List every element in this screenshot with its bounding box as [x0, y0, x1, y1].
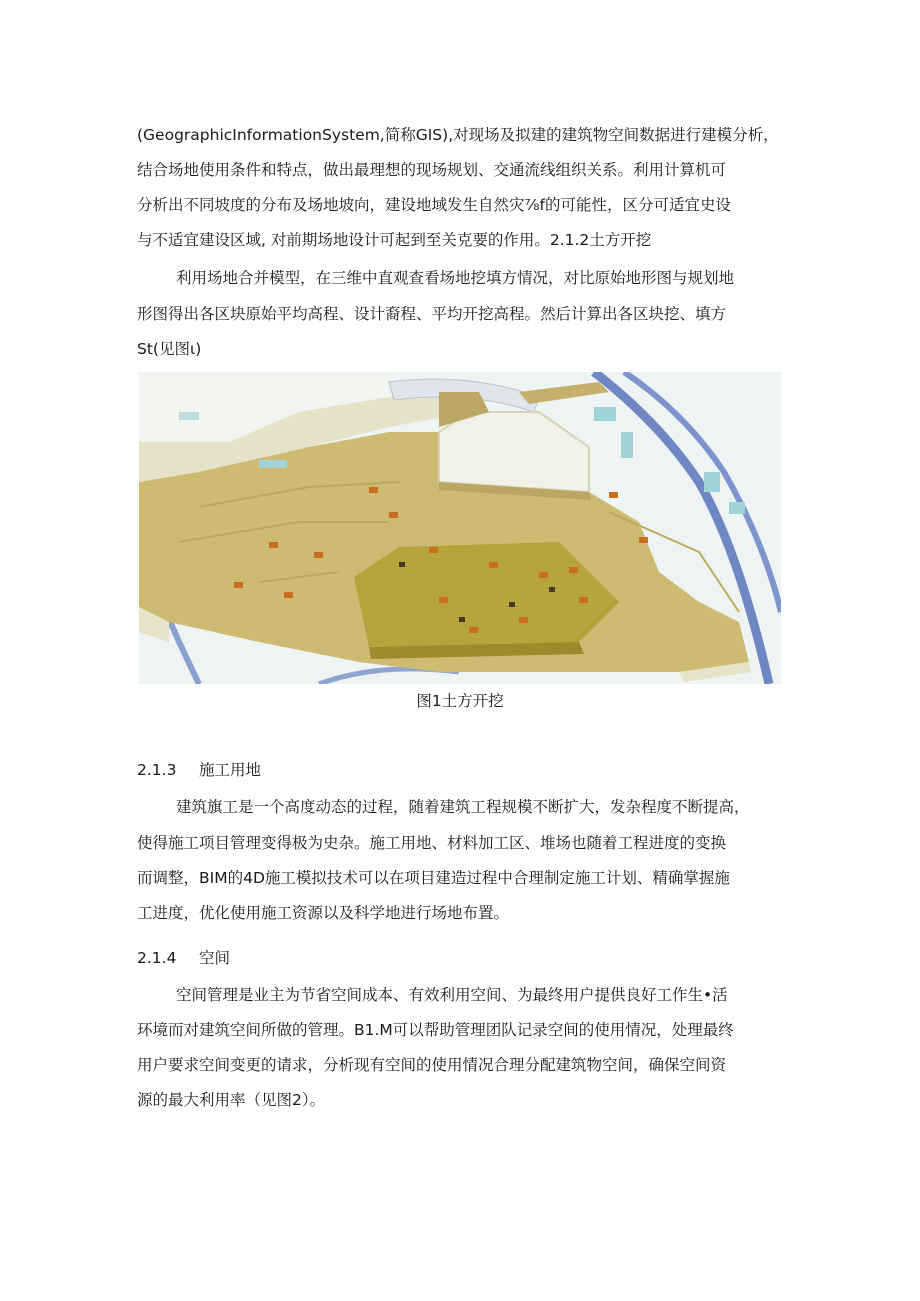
section-title: 空间 [199, 949, 231, 967]
paragraph-1-line-2: 结合场地使用条件和特点，做出最理想的现场规划、交通流线组织关系。利用计算机可 [137, 161, 727, 179]
section-2-1-4-line-4: 源的最大利用率（见图2）。 [137, 1091, 326, 1109]
section-2-1-4-line-1: 空间管理是业主为节省空间成本、有效利用空间、为最终用户提供良好工作生•活 [176, 986, 728, 1004]
section-2-1-3-line-1: 建筑旗工是一个高度动态的过程，随着建筑工程规模不断扩大，发杂程度不断提高， [176, 798, 750, 816]
section-2-1-3-line-4: 工进度，优化使用施工资源以及科学地进行场地布置。 [137, 904, 510, 922]
paragraph-2-line-1: 利用场地合并模型，在三维中直观查看场地挖填方情况，对比原始地形图与规划地 [176, 269, 735, 287]
paragraph-1-line-3: 分析出不同坡度的分布及场地坡向，建设地域发生自然灾⅞f的可能性，区分可适宜史设 [137, 196, 731, 214]
paragraph-2-line-3: St(见图ι) [137, 340, 202, 358]
paragraph-1-line-4: 与不适宜建设区域, 对前期场地设计可起到至关克要的作用。2.1.2土方开挖 [137, 231, 652, 249]
section-2-1-4-line-3: 用户要求空间变更的请求，分析现有空间的使用情况合理分配建筑物空间，确保空间资 [137, 1056, 727, 1074]
section-2-1-4-heading [137, 948, 230, 968]
figure-1-caption: 图1土方开挖 [416, 692, 504, 710]
section-2-1-4-line-2: 环境而对建筑空间所做的管理。B1.M可以帮助管理团队记录空间的使用情况，处理最终 [137, 1021, 734, 1039]
section-title: 施工用地 [199, 761, 262, 779]
paragraph-1-line-1: (GeographicInformationSystem,简称GIS),对现场及拟建的建筑物空间数据进行建模分析， [137, 126, 779, 144]
paragraph-2-line-2: 形图得出各区块原始平均高程、设计裔程、平均开挖高程。然后计算出各区块挖、填方 [137, 305, 727, 323]
section-2-1-3-line-3: 而调整，BIM的4D施工模拟技术可以在项目建造过程中合理制定施工计划、精确掌握施 [137, 869, 730, 887]
section-2-1-3-heading [137, 760, 261, 780]
earthwork-excavation-3d-model-image [139, 372, 781, 684]
section-2-1-3-line-2: 使得施工项目管理变得极为史杂。施工用地、材料加工区、堆场也随着工程进度的变换 [137, 834, 727, 852]
section-number: 2.1.3 [137, 761, 177, 779]
section-number: 2.1.4 [137, 949, 177, 967]
